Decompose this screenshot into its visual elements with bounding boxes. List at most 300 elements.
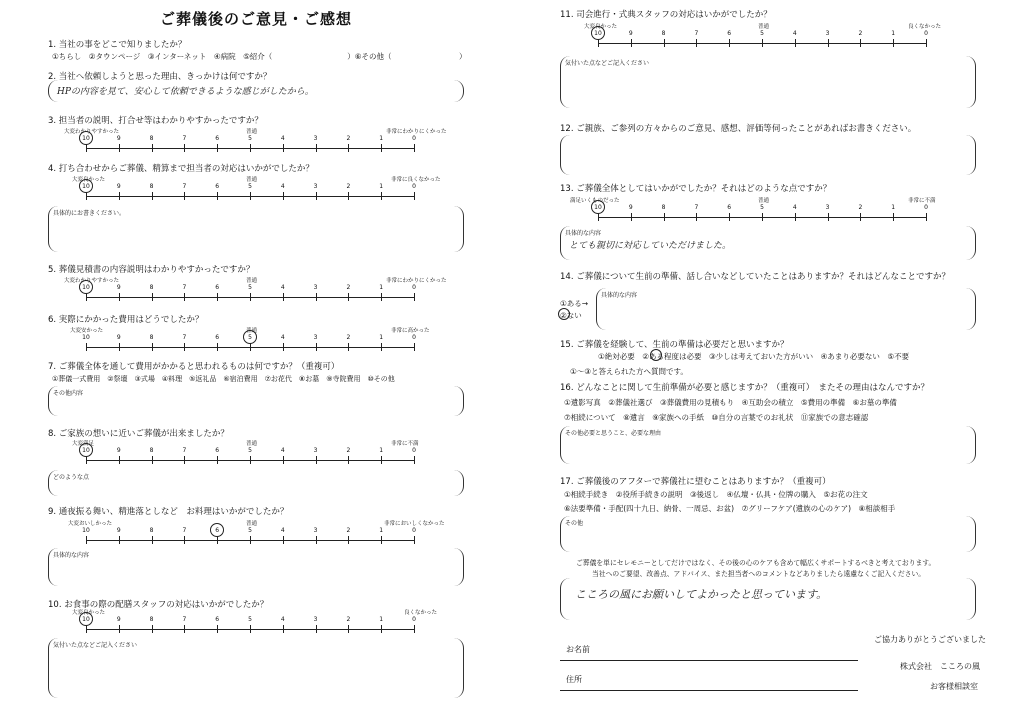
- q4-scale: [72, 177, 441, 207]
- form-title: ご葬儀後のご意見・ご感想: [159, 10, 352, 28]
- scale-tick: [348, 625, 349, 633]
- scale-tick: [414, 192, 415, 200]
- q13-right-label: 非常に不満: [908, 198, 936, 204]
- q6-left-label: 大変安かった: [70, 328, 104, 334]
- scale-tick: [348, 293, 349, 301]
- scale-number[interactable]: 3: [825, 30, 830, 37]
- scale-tick: [86, 343, 87, 351]
- scale-tick: [152, 456, 153, 464]
- scale-number[interactable]: 10: [82, 447, 90, 454]
- scale-number[interactable]: 0: [412, 284, 416, 291]
- address-line: [560, 690, 858, 691]
- scale-number[interactable]: 9: [116, 284, 121, 291]
- scale-number[interactable]: 1: [379, 616, 384, 623]
- scale-tick: [119, 536, 120, 544]
- scale-tick: [414, 625, 415, 633]
- scale-number[interactable]: 5: [248, 447, 252, 454]
- scale-number[interactable]: 4: [792, 30, 797, 37]
- scale-tick: [348, 536, 349, 544]
- scale-tick: [762, 213, 763, 221]
- scale-number[interactable]: 6: [215, 334, 220, 341]
- q14-option-yes: ①ある→: [560, 299, 589, 308]
- scale-number[interactable]: 2: [346, 334, 351, 341]
- scale-tick: [860, 39, 861, 47]
- scale-number[interactable]: 1: [891, 30, 896, 37]
- scale-number[interactable]: 2: [346, 183, 351, 190]
- name-line: [560, 660, 858, 661]
- scale-number[interactable]: 0: [412, 527, 416, 534]
- scale-tick: [119, 192, 120, 200]
- q3-left-label: 大変わかりやすかった: [64, 129, 120, 135]
- scale-tick: [184, 293, 185, 301]
- scale-number[interactable]: 8: [149, 135, 154, 142]
- scale-number[interactable]: 6: [215, 183, 220, 190]
- scale-tick: [316, 343, 317, 351]
- q7-options: ①葬儀一式費用 ②祭壇 ③式場 ④料理 ⑤返礼品 ⑥宿泊費用 ⑦お花代 ⑧お墓 ⑨寺院費用 ⑩その他: [52, 375, 395, 383]
- scale-number[interactable]: 1: [379, 183, 384, 190]
- scale-tick: [348, 192, 349, 200]
- scale-tick: [250, 192, 251, 200]
- department-name: お客様相談室: [930, 682, 978, 691]
- scale-tick: [729, 39, 730, 47]
- scale-tick: [381, 625, 382, 633]
- q17-options-row2: ⑥法要準備・手配(四十九日、納骨、一周忌、お盆) ⑦グリーフケア(遺族の心のケア) ⑧相談相手: [564, 504, 896, 513]
- scale-number[interactable]: 1: [379, 334, 384, 341]
- scale-tick: [664, 39, 665, 47]
- scale-number[interactable]: 2: [346, 527, 351, 534]
- q5-mid-label: 普通: [246, 278, 258, 284]
- scale-number[interactable]: 4: [280, 284, 285, 291]
- scale-tick: [414, 293, 415, 301]
- scale-number[interactable]: 10: [594, 204, 602, 211]
- scale-tick: [414, 343, 415, 351]
- scale-number[interactable]: 0: [412, 183, 416, 190]
- q10-label: 10. お食事の際の配膳スタッフの対応はいかがでしたか？: [48, 600, 269, 610]
- scale-number[interactable]: 2: [858, 30, 863, 37]
- q4-left-label: 大変良かった: [72, 177, 106, 183]
- q4-right-label: 非常に良くなかった: [391, 177, 441, 183]
- scale-number[interactable]: 9: [116, 616, 121, 623]
- scale-number[interactable]: 3: [825, 204, 830, 211]
- scale-number[interactable]: 5: [248, 527, 252, 534]
- scale-number[interactable]: 3: [313, 284, 318, 291]
- scale-number[interactable]: 8: [149, 183, 154, 190]
- scale-tick: [217, 343, 218, 351]
- scale-number[interactable]: 7: [182, 447, 187, 454]
- scale-number[interactable]: 5: [248, 284, 252, 291]
- scale-number[interactable]: 3: [313, 183, 318, 190]
- scale-tick: [926, 213, 927, 221]
- scale-tick: [348, 144, 349, 152]
- scale-tick: [119, 144, 120, 152]
- selected-rating-circle: [243, 330, 257, 344]
- scale-tick: [893, 39, 894, 47]
- q2-answer-box: [48, 80, 464, 102]
- scale-number[interactable]: 1: [379, 447, 384, 454]
- scale-number[interactable]: 5: [760, 30, 764, 37]
- closing-line1: ご葬儀を単にセレモニーとしてだけではなく、その後の心のケアも含めて幅広くサポートするべきと考えております。: [576, 559, 936, 567]
- scale-tick: [119, 625, 120, 633]
- q17-comment-box: [560, 516, 976, 552]
- q6-mid-label: 普通: [246, 328, 258, 334]
- scale-number[interactable]: 3: [313, 527, 318, 534]
- scale-number[interactable]: 8: [149, 447, 154, 454]
- scale-number[interactable]: 6: [215, 135, 220, 142]
- scale-tick: [217, 293, 218, 301]
- q10-scale: [72, 610, 438, 640]
- q2-answer: HPの内容を見て、安心して依頼できるような感じがしたから。: [57, 87, 314, 97]
- scale-number[interactable]: 2: [346, 616, 351, 623]
- scale-number[interactable]: 1: [891, 204, 896, 211]
- scale-tick: [119, 456, 120, 464]
- scale-tick: [283, 293, 284, 301]
- scale-number[interactable]: 4: [280, 334, 285, 341]
- scale-number[interactable]: 5: [760, 204, 764, 211]
- q13-answer: とても親切に対応していただけました。: [569, 241, 732, 251]
- scale-tick: [316, 625, 317, 633]
- closing-answer: こころの風にお願いしてよかったと思っています。: [575, 588, 828, 601]
- q12-comment-box: [560, 135, 976, 175]
- q16-comment-caption: その他必要と思うこと、必要な理由: [565, 430, 662, 437]
- scale-number[interactable]: 9: [116, 527, 121, 534]
- thanks-text: ご協力ありがとうございました: [874, 635, 986, 644]
- scale-tick: [348, 456, 349, 464]
- q11-mid-label: 普通: [758, 24, 770, 30]
- q13-comment-caption: 具体的な内容: [565, 230, 602, 237]
- scale-number[interactable]: 4: [280, 527, 285, 534]
- scale-tick: [250, 343, 251, 351]
- scale-tick: [316, 192, 317, 200]
- scale-tick: [250, 293, 251, 301]
- scale-tick: [414, 456, 415, 464]
- q10-comment-caption: 気付いた点などご記入ください: [53, 642, 138, 649]
- q8-scale: [72, 441, 419, 471]
- scale-number[interactable]: 10: [82, 284, 90, 291]
- scale-number[interactable]: 5: [248, 334, 252, 341]
- scale-number[interactable]: 0: [924, 30, 928, 37]
- scale-tick: [86, 536, 87, 544]
- q14-selected-circle: [558, 308, 570, 320]
- scale-tick: [283, 144, 284, 152]
- scale-tick: [184, 456, 185, 464]
- scale-number[interactable]: 1: [379, 284, 384, 291]
- scale-tick: [119, 293, 120, 301]
- scale-tick: [381, 192, 382, 200]
- scale-tick: [250, 625, 251, 633]
- scale-tick: [598, 39, 599, 47]
- scale-number[interactable]: 6: [215, 284, 220, 291]
- q7-comment-box: [48, 386, 464, 416]
- name-label: お名前: [566, 645, 590, 654]
- scale-number[interactable]: 0: [412, 334, 416, 341]
- q10-comment-box: [48, 638, 464, 698]
- scale-number[interactable]: 2: [346, 135, 351, 142]
- q14-comment-caption: 具体的な内容: [601, 292, 638, 299]
- scale-tick: [414, 144, 415, 152]
- q11-left-label: 大変良かった: [584, 24, 618, 30]
- scale-number[interactable]: 9: [628, 30, 633, 37]
- company-name: 株式会社 こころの風: [900, 662, 980, 671]
- scale-tick: [316, 456, 317, 464]
- scale-number[interactable]: 0: [412, 447, 416, 454]
- q14-option-no: ②ない: [560, 311, 582, 320]
- scale-tick: [381, 144, 382, 152]
- scale-tick: [250, 456, 251, 464]
- q3-scale: [64, 129, 447, 159]
- scale-number[interactable]: 7: [694, 204, 699, 211]
- q15-options: ①絶対必要 ②ある程度は必要 ③少しは考えておいた方がいい ④あまり必要ない ⑤不要: [598, 352, 910, 361]
- q8-left-label: 大変満足: [72, 441, 95, 447]
- q8-comment-caption: どのような点: [53, 474, 90, 481]
- scale-number[interactable]: 0: [924, 204, 928, 211]
- q16-options-row2: ⑦相続について ⑧遺言 ⑨家族への手紙 ⑩自分の言葉でのお礼状 ⑪家族での意志確認: [564, 413, 869, 422]
- scale-number[interactable]: 8: [149, 527, 154, 534]
- scale-tick: [283, 192, 284, 200]
- selected-rating-circle: [79, 280, 93, 294]
- scale-number[interactable]: 3: [313, 334, 318, 341]
- scale-number[interactable]: 2: [858, 204, 863, 211]
- scale-number[interactable]: 6: [215, 447, 220, 454]
- q9-label: 9. 通夜振る舞い、精進落としなど お料理はいかがでしたか？: [48, 507, 289, 517]
- scale-tick: [381, 456, 382, 464]
- selected-rating-circle: [591, 26, 605, 40]
- q11-label: 11. 司会進行・式典スタッフの対応はいかがでしたか？: [560, 10, 772, 20]
- scale-number[interactable]: 3: [313, 135, 318, 142]
- q13-left-label: 満足いくものだった: [570, 198, 620, 204]
- scale-tick: [152, 536, 153, 544]
- q13-scale: [570, 198, 936, 228]
- scale-number[interactable]: 7: [182, 284, 187, 291]
- scale-number[interactable]: 5: [248, 183, 252, 190]
- q13-comment-box: [560, 226, 976, 260]
- scale-tick: [828, 213, 829, 221]
- scale-number[interactable]: 8: [149, 334, 154, 341]
- scale-number[interactable]: 4: [280, 183, 285, 190]
- scale-number[interactable]: 6: [215, 527, 220, 534]
- scale-number[interactable]: 8: [149, 616, 154, 623]
- scale-number[interactable]: 2: [346, 447, 351, 454]
- scale-number[interactable]: 7: [694, 30, 699, 37]
- scale-number[interactable]: 8: [661, 30, 666, 37]
- q11-comment-box: [560, 56, 976, 108]
- scale-number[interactable]: 9: [628, 204, 633, 211]
- scale-tick: [184, 192, 185, 200]
- scale-tick: [795, 213, 796, 221]
- q14-label: 14. ご葬儀について生前の準備、話し合いなどしていたことはありますか？それはどんなことですか？: [560, 272, 951, 282]
- scale-tick: [664, 213, 665, 221]
- scale-tick: [152, 192, 153, 200]
- scale-tick: [926, 39, 927, 47]
- q16-comment-box: [560, 426, 976, 464]
- right-page: [512, 0, 1024, 724]
- scale-tick: [152, 144, 153, 152]
- scale-tick: [729, 213, 730, 221]
- scale-number[interactable]: 7: [182, 527, 187, 534]
- scale-tick: [86, 293, 87, 301]
- scale-tick: [860, 213, 861, 221]
- closing-line2: 当社へのご要望、改善点、アドバイス、また担当者へのコメントなどありましたら遠慮なくご記入ください。: [592, 570, 926, 578]
- scale-tick: [893, 213, 894, 221]
- q8-label: 8. ご家族の想いに近いご葬儀が出来ましたか？: [48, 429, 229, 439]
- q7-label: 7. ご葬儀全体を通して費用がかかると思われるものは何ですか？（重複可）: [48, 362, 340, 372]
- scale-tick: [250, 536, 251, 544]
- q9-comment-caption: 具体的な内容: [53, 552, 90, 559]
- selected-rating-circle: [79, 179, 93, 193]
- scale-tick: [696, 213, 697, 221]
- scale-tick: [316, 144, 317, 152]
- scale-tick: [348, 343, 349, 351]
- q9-right-label: 非常においしくなかった: [384, 521, 445, 527]
- scale-tick: [283, 343, 284, 351]
- q1-label: 1. 当社の事をどこで知りましたか？: [48, 40, 187, 50]
- q3-right-label: 非常にわかりにくかった: [386, 129, 447, 135]
- q15-label: 15. ご葬儀を経験して、生前の準備は必要だと思いますか？: [560, 340, 789, 350]
- scale-number[interactable]: 2: [346, 284, 351, 291]
- scale-tick: [598, 213, 599, 221]
- scale-tick: [184, 144, 185, 152]
- scale-number[interactable]: 3: [313, 447, 318, 454]
- address-label: 住所: [566, 675, 582, 684]
- scale-number[interactable]: 0: [412, 616, 416, 623]
- scale-tick: [184, 536, 185, 544]
- scale-number[interactable]: 4: [792, 204, 797, 211]
- selected-rating-circle: [79, 131, 93, 145]
- q9-mid-label: 普通: [246, 521, 258, 527]
- q17-label: 17. ご葬儀後のアフターで葬儀社に望むことはありますか？（重複可）: [560, 477, 831, 487]
- scale-number[interactable]: 10: [594, 30, 602, 37]
- scale-tick: [381, 536, 382, 544]
- closing-comment-box: [560, 578, 976, 620]
- scale-tick: [795, 39, 796, 47]
- scale-tick: [381, 343, 382, 351]
- scale-number[interactable]: 10: [82, 135, 90, 142]
- scale-number[interactable]: 6: [727, 30, 732, 37]
- scale-number[interactable]: 1: [379, 135, 384, 142]
- q13-label: 13. ご葬儀全体としてはいかがでしたか？それはどのような点ですか？: [560, 184, 832, 194]
- scale-tick: [152, 293, 153, 301]
- scale-tick: [217, 192, 218, 200]
- scale-tick: [696, 39, 697, 47]
- scale-number[interactable]: 7: [182, 135, 187, 142]
- scale-tick: [316, 536, 317, 544]
- scale-tick: [283, 625, 284, 633]
- q14-comment-box: [596, 288, 976, 330]
- scale-number[interactable]: 7: [182, 334, 187, 341]
- scale-tick: [184, 625, 185, 633]
- q5-label: 5. 葬儀見積書の内容説明はわかりやすかったですか？: [48, 265, 255, 275]
- scale-number[interactable]: 5: [248, 135, 252, 142]
- scale-number[interactable]: 10: [82, 616, 90, 623]
- q11-comment-caption: 気付いた点などご記入ください: [565, 60, 650, 67]
- scale-tick: [217, 625, 218, 633]
- q11-scale: [584, 24, 942, 54]
- q8-mid-label: 普通: [246, 441, 258, 447]
- q11-right-label: 良くなかった: [908, 24, 942, 30]
- q1-options: ①ちらし ②タウンページ ③インターネット ④病院 ⑤紹介（ ）⑥その他（ ）: [52, 52, 467, 61]
- scale-number[interactable]: 8: [661, 204, 666, 211]
- scale-tick: [631, 39, 632, 47]
- q4-label: 4. 打ち合わせからご葬儀、精算まで担当者の対応はいかがでしたか？: [48, 164, 314, 174]
- scale-number[interactable]: 9: [116, 183, 121, 190]
- scale-tick: [217, 536, 218, 544]
- q16-label: 16. どんなことに関して生前準備が必要と感じますか？（重複可） またその理由はなんですか？: [560, 383, 929, 393]
- scale-tick: [381, 293, 382, 301]
- scale-number[interactable]: 6: [727, 204, 732, 211]
- q10-right-label: 良くなかった: [404, 610, 438, 616]
- q15-note: ①～③と答えられた方へ質問です。: [570, 367, 688, 376]
- q3-mid-label: 普通: [246, 129, 258, 135]
- scale-tick: [283, 536, 284, 544]
- scale-tick: [119, 343, 120, 351]
- q4-comment-box: [48, 206, 464, 252]
- scale-tick: [86, 192, 87, 200]
- scale-number[interactable]: 6: [215, 616, 220, 623]
- q6-scale: [70, 328, 430, 358]
- q5-right-label: 非常にわかりにくかった: [386, 278, 447, 284]
- scale-number[interactable]: 9: [116, 135, 121, 142]
- q8-right-label: 非常に不満: [391, 441, 419, 447]
- scale-tick: [86, 625, 87, 633]
- q4-comment-caption: 具体的にお書きください。: [53, 210, 126, 217]
- selected-rating-circle: [210, 523, 224, 537]
- scale-tick: [152, 343, 153, 351]
- q12-label: 12. ご親族、ご参列の方々からのご意見、感想、評価等伺ったことがあればお書きください。: [560, 124, 917, 134]
- scale-number[interactable]: 1: [379, 527, 384, 534]
- q8-comment-box: [48, 470, 464, 496]
- q10-left-label: 大変良かった: [72, 610, 106, 616]
- scale-tick: [86, 456, 87, 464]
- scale-number[interactable]: 5: [248, 616, 252, 623]
- q4-mid-label: 普通: [246, 177, 258, 183]
- scale-tick: [762, 39, 763, 47]
- scale-tick: [217, 456, 218, 464]
- q5-scale: [64, 278, 447, 308]
- selected-rating-circle: [79, 443, 93, 457]
- scale-tick: [631, 213, 632, 221]
- q6-right-label: 非常に高かった: [391, 328, 430, 334]
- scale-tick: [283, 456, 284, 464]
- q16-options-row1: ①遺影写真 ②葬儀社選び ③葬儀費用の見積もり ④互助会の積立 ⑤費用の準備 ⑥お墓の準備: [564, 398, 897, 407]
- scale-number[interactable]: 7: [182, 183, 187, 190]
- q17-options-row1: ①相続手続き ②役所手続きの説明 ③後返し ④仏壇・仏具・位牌の購入 ⑤お花の注文: [564, 490, 868, 499]
- scale-number[interactable]: 9: [116, 334, 121, 341]
- selected-rating-circle: [79, 612, 93, 626]
- selected-rating-circle: [591, 200, 605, 214]
- q3-label: 3. 担当者の説明、打合せ等はわかりやすかったですか？: [48, 116, 263, 126]
- scale-number[interactable]: 9: [116, 447, 121, 454]
- scale-number[interactable]: 4: [280, 447, 285, 454]
- scale-number[interactable]: 10: [82, 183, 90, 190]
- scale-number[interactable]: 4: [280, 616, 285, 623]
- scale-number[interactable]: 10: [82, 334, 90, 341]
- scale-number[interactable]: 7: [182, 616, 187, 623]
- q7-comment-caption: その他内容: [53, 390, 84, 397]
- scale-number[interactable]: 8: [149, 284, 154, 291]
- q2-label: 2. 当社へ依頼しようと思った理由、きっかけは何ですか？: [48, 72, 272, 82]
- scale-number[interactable]: 4: [280, 135, 285, 142]
- scale-tick: [184, 343, 185, 351]
- scale-tick: [217, 144, 218, 152]
- scale-number[interactable]: 3: [313, 616, 318, 623]
- q6-label: 6. 実際にかかった費用はどうでしたか？: [48, 315, 204, 325]
- scale-tick: [250, 144, 251, 152]
- q17-comment-caption: その他: [565, 520, 584, 527]
- scale-number[interactable]: 10: [82, 527, 90, 534]
- scale-number[interactable]: 0: [412, 135, 416, 142]
- scale-tick: [86, 144, 87, 152]
- q9-comment-box: [48, 548, 464, 586]
- q9-left-label: 大変おいしかった: [68, 521, 113, 527]
